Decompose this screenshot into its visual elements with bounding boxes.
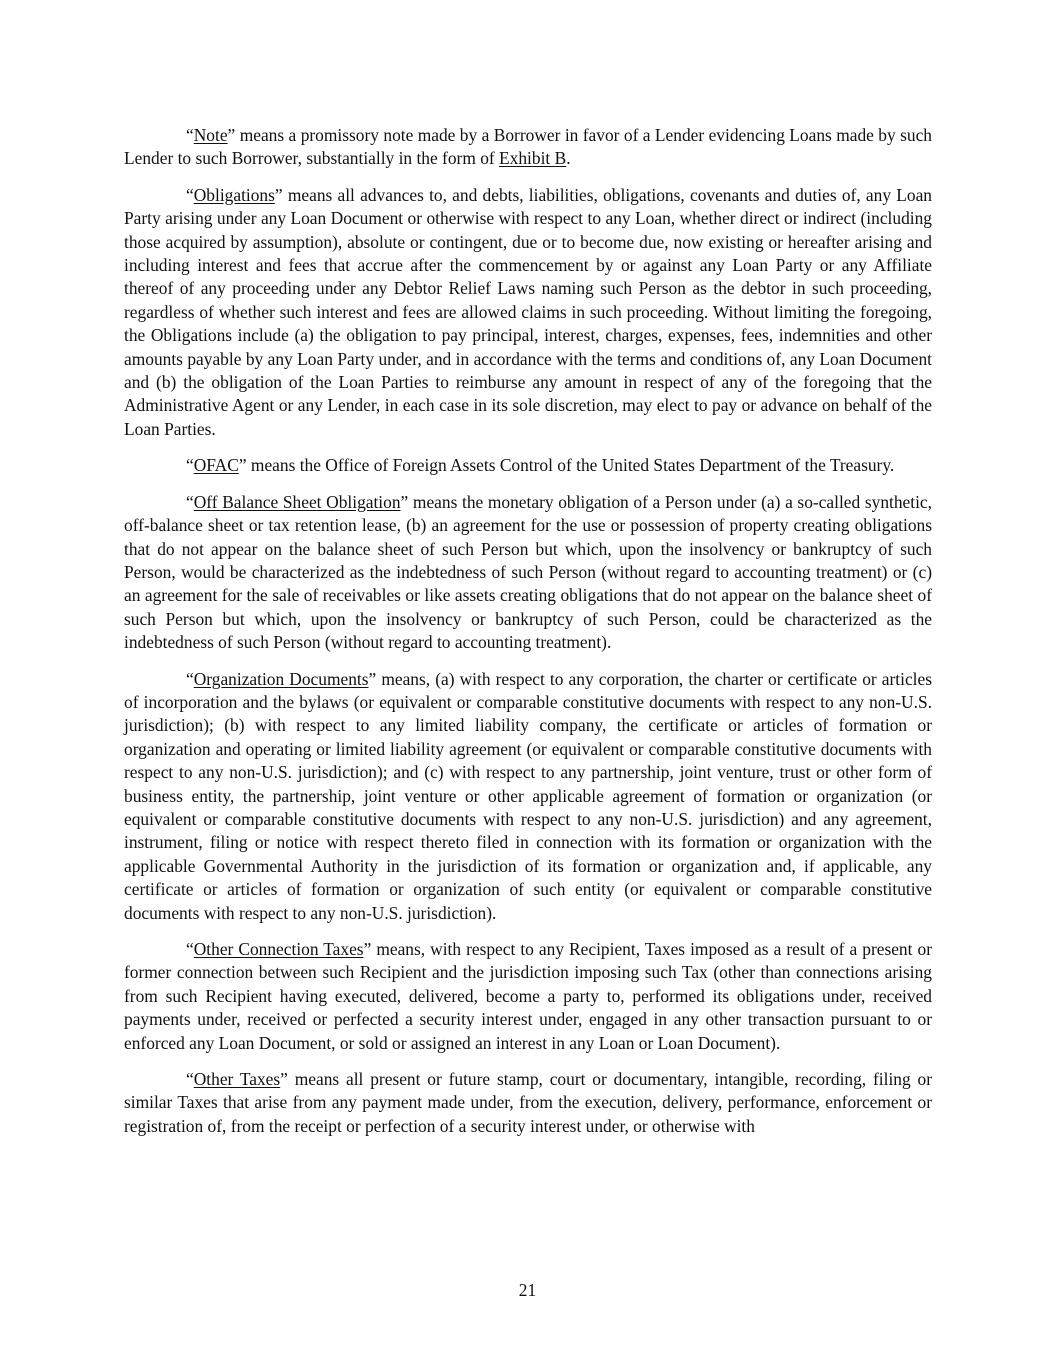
defined-term-other-taxes: Other Taxes: [193, 1069, 281, 1090]
definition-ofac: “OFAC” means the Office of Foreign Assets Control of the United States Department of the Treasury.: [186, 455, 895, 476]
definition-obligations: “Obligations” means all advances to, and debts, liabilities, obligations, covenants and duties of, any Loan Party arising under any Loan Document or otherwise with respect to any Loan, whether direct or indirect (including those acquired by assumption), absolute or contingent, due or to become due, now existing or hereafter arising and including interest and fees that accrue after the commencement by or against any Loan Party or any Affiliate thereof of any proceeding under any Debtor Relief Laws naming such Person as the debtor in such proceeding, regardless of whether such interest and fees are allowed claims in such proceeding. Without limiting the foregoing, the Obligations include (a) the obligation to pay principal, interest, charges, expenses, fees, indemnities and other amounts payable by any Loan Party under, and in accordance with the terms and conditions of, any Loan Document and (b) the obligation of the Loan Parties to reimburse any amount in respect of any of the foregoing that the Administrative Agent or any Lender, in each case in its sole discretion, may elect to pay or advance on behalf of the Loan Parties.: [124, 184, 932, 439]
defined-term-off-balance-sheet-obligation: Off Balance Sheet Obligation: [193, 491, 401, 512]
definition-other-taxes: “Other Taxes” means all present or future stamp, court or documentary, intangible, recording, filing or similar Taxes that arise from any payment made under, from the execution, delivery, performance, enforcement or registration of, from the receipt or perfection of a security interest under, or otherwise with: [124, 1069, 932, 1136]
definition-other-connection-taxes: “Other Connection Taxes” means, with respect to any Recipient, Taxes imposed as a result of a present or former connection between such Recipient and the jurisdiction imposing such Tax (other than connections arising from such Recipient having executed, delivered, become a party to, performed its obligations under, received payments under, received or perfected a security interest under, engaged in any other transaction pursuant to or enforced any Loan Document, or sold or assigned an interest in any Loan or Loan Document).: [124, 939, 932, 1053]
definition-off-balance-sheet-obligation: “Off Balance Sheet Obligation” means the monetary obligation of a Person under (a) a so-called synthetic, off-balance sheet or tax retention lease, (b) an agreement for the use or possession of property creating obligations that do not appear on the balance sheet of such Person but which, upon the insolvency or bankruptcy of such Person, would be characterized as the indebtedness of such Person (without regard to accounting treatment) or (c) an agreement for the sale of receivables or like assets creating obligations that do not appear on the balance sheet of such Person but which, upon the insolvency or bankruptcy of such Person, could be characterized as the indebtedness of such Person (without regard to accounting treatment).: [124, 491, 932, 653]
page-number: 21: [518, 1280, 537, 1300]
definition-note: “Note” means a promissory note made by a Borrower in favor of a Lender evidencing Loans made by such Lender to such Borrower, substantially in the form of Exhibit B.: [124, 125, 932, 169]
definition-organization-documents: “Organization Documents” means, (a) with respect to any corporation, the charter or certificate or articles of incorporation and the bylaws (or equivalent or comparable constitutive documents with respect to any non-U.S. jurisdiction); (b) with respect to any limited liability company, the certificate or articles of formation or organization and operating or limited liability agreement (or equivalent or comparable constitutive documents with respect to any non-U.S. jurisdiction); and (c) with respect to any partnership, joint venture, trust or other form of business entity, the partnership, joint venture or other applicable agreement of formation or organization (or equivalent or comparable constitutive documents with respect to any non-U.S. jurisdiction) and any agreement, instrument, filing or notice with respect thereto filed in connection with its formation or organization with the applicable Governmental Authority in the jurisdiction of its formation or organization and, if applicable, any certificate or articles of formation or organization of such entity (or equivalent or comparable constitutive documents with respect to any non-U.S. jurisdiction).: [124, 668, 932, 923]
defined-term-other-connection-taxes: Other Connection Taxes: [193, 939, 364, 959]
document-page: [124, 124, 932, 1151]
defined-term-organization-documents: Organization Documents: [193, 668, 369, 689]
defined-term-obligations: Obligations: [193, 184, 275, 205]
defined-term-ofac: OFAC: [193, 455, 239, 476]
exhibit-reference: Exhibit B: [499, 148, 567, 169]
defined-term-note: Note: [193, 125, 228, 145]
